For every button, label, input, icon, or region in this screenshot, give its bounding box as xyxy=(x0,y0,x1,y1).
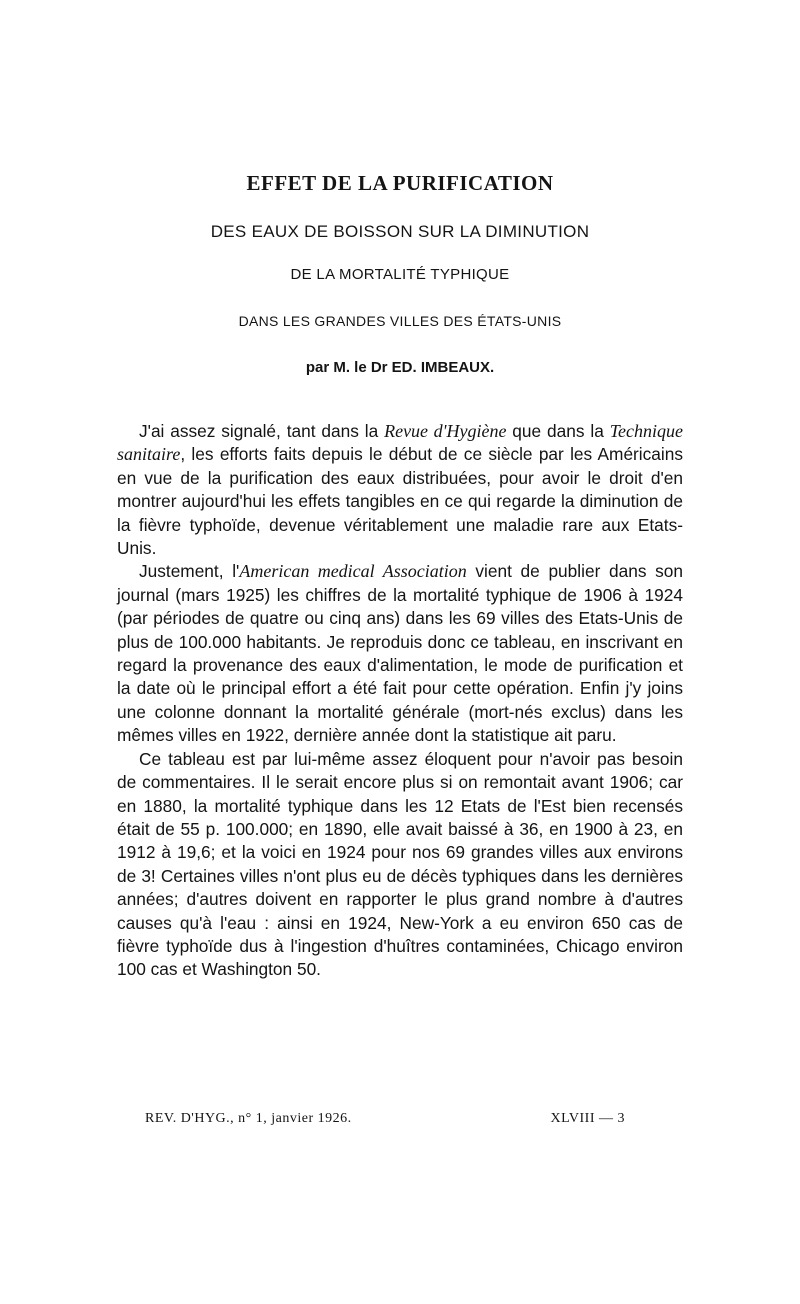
paragraph-1-text-a: J'ai assez signalé, tant dans la xyxy=(139,421,385,441)
organization-name: American medical Association xyxy=(239,561,467,582)
signature-mark: XLVIII — 3 xyxy=(550,1111,625,1126)
author-byline: par M. le Dr ED. IMBEAUX. xyxy=(305,359,495,376)
journal-name-technique-sanitaire: Technique sanitaire xyxy=(117,421,684,465)
article-page xyxy=(117,0,683,1304)
article-subtitle-line-2: DE LA MORTALITÉ TYPHIQUE xyxy=(290,266,510,283)
paragraph-2 xyxy=(117,560,683,747)
paragraph-3: Ce tableau est par lui-même assez éloquent pour n'avoir pas besoin de commentaires. Il le serait encore plus si on remontait avant 1906; car en 1880, la mortalité typhique dans les 12 Etats de l'Est bien recensés était de 55 p. 100.000; en 1890, elle avait baissé à 36, en 1900 à 23, en 1912 à 19,6; et la voici en 1924 pour nos 69 grandes villes aux environs de 3! Certaines villes n'ont plus eu de décès typhiques dans les dernières années; d'autres doivent en rapporter le plus grand nombre à d'autres causes qu'à l'eau : ainsi en 1924, New-York a eu environ 650 cas de fièvre typhoïde dus à l'ingestion d'huîtres contaminées, Chicago environ 100 cas et Washington 50. xyxy=(117,748,683,980)
article-subtitle-line-1: DES EAUX DE BOISSON SUR LA DIMINUTION xyxy=(210,222,590,241)
article-subtitle-line-3: DANS LES GRANDES VILLES DES ÉTATS-UNIS xyxy=(238,313,562,329)
paragraph-2-text-a: Justement, l' xyxy=(139,561,240,582)
article-body xyxy=(117,420,683,982)
journal-reference: REV. D'HYG., n° 1, janvier 1926. xyxy=(145,1111,352,1126)
paragraph-1 xyxy=(117,420,683,560)
paragraph-1-text-b: que dans la xyxy=(506,421,610,441)
article-title: EFFET DE LA PURIFICATION xyxy=(246,171,554,195)
paragraph-2-text-b: vient de publier dans son journal (mars 1925) les chiffres de la mortalité typhique de 1906 à 1924 (par périodes de quatre ou cinq ans) dans les 69 villes des Etats-Unis de plus de 100.000 habitants. Je reproduis donc ce tableau, en inscrivant en regard la provenance des eaux d'alimentation, le mode de purification et la date où le principal effort a été fait pour cette opération. Enfin j'y joins une colonne donnant la mortalité générale (mort-nés exclus) dans les mêmes villes en 1922, dernière année dont la statistique ait paru. xyxy=(117,561,684,746)
paragraph-1-text-c: , les efforts faits depuis le début de ce siècle par les Américains en vue de la purification des eaux distribuées, pour avoir le droit d'en montrer aujourd'hui les effets tangibles en ce qui regarde la diminution de la fièvre typhoïde, devenue véritablement une maladie rare aux Etats-Unis. xyxy=(117,444,683,559)
journal-name-revue-hygiene: Revue d'Hygiène xyxy=(384,421,507,441)
